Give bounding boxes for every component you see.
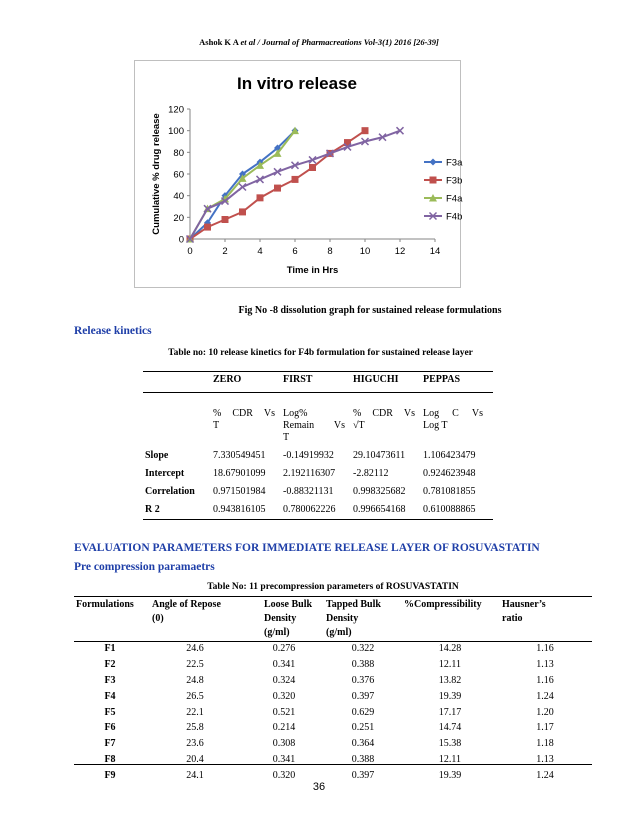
table-row: F6 25.8 0.214 0.251 14.74 1.17 — [104, 722, 554, 734]
header-authors: Ashok K A — [199, 37, 239, 47]
data-point-F3b — [309, 164, 316, 171]
data-point-F3b — [257, 194, 264, 201]
table11-header: Formulations — [76, 599, 134, 610]
x-tick-label: 10 — [359, 246, 371, 257]
table-row: R 2 0.943816105 0.780062226 0.996654168 0.610088865 — [145, 503, 476, 515]
table-row: F4 26.5 0.320 0.397 19.39 1.24 — [104, 690, 554, 702]
table10-subheader: % CDR Vs T — [213, 408, 275, 431]
x-tick-label: 8 — [327, 246, 333, 257]
data-point-F3b — [274, 185, 281, 192]
data-point-F3b — [362, 127, 369, 134]
table-row: F2 22.5 0.341 0.388 12.11 1.13 — [104, 659, 554, 671]
data-point-F3b — [222, 216, 229, 223]
table11 — [74, 597, 592, 783]
table10-bottom-rule — [143, 519, 493, 520]
x-tick-label: 14 — [429, 246, 441, 257]
y-tick-label: 60 — [173, 169, 184, 181]
table10 — [143, 371, 493, 518]
section-precompression: Pre compression paramaetrs — [74, 561, 215, 573]
data-point-F3b — [204, 224, 211, 231]
x-axis-label: Time in Hrs — [286, 265, 339, 276]
table11-header: Angle of Repose (0) — [152, 599, 221, 624]
table10-header: FIRST — [283, 374, 313, 385]
y-tick-label: 80 — [173, 147, 184, 159]
figure-caption: Fig No -8 dissolution graph for sustained release formulations — [238, 305, 502, 316]
table11-caption: Table No: 11 precompression parameters of ROSUVASTATIN — [207, 582, 459, 592]
table10-header: PEPPAS — [423, 374, 461, 385]
data-point-F3b — [239, 208, 246, 215]
table11-header: %Compressibility — [404, 599, 482, 610]
table-row: F7 23.6 0.308 0.364 15.38 1.18 — [104, 738, 554, 750]
table10-subheader: % CDR Vs √T — [353, 408, 415, 431]
table-row: F3 24.8 0.324 0.376 13.82 1.16 — [104, 674, 554, 686]
table10-header: ZERO — [213, 374, 242, 385]
legend-label-F4b: F4b — [446, 211, 463, 223]
x-tick-label: 2 — [222, 246, 228, 257]
y-tick-label: 40 — [173, 191, 184, 203]
table10-subheader: Log C Vs Log T — [423, 408, 483, 431]
section-evaluation-parameters: EVALUATION PARAMETERS FOR IMMEDIATE RELEASE LAYER OF ROSUVASTATIN — [74, 542, 540, 554]
table-row: F5 22.1 0.521 0.629 17.17 1.20 — [104, 706, 554, 718]
section-release-kinetics: Release kinetics — [74, 325, 152, 337]
data-point-F3b — [292, 176, 299, 183]
header-etal: et al — [240, 37, 256, 47]
x-tick-label: 0 — [187, 246, 193, 257]
y-tick-label: 20 — [173, 212, 184, 224]
y-tick-label: 120 — [168, 104, 184, 116]
table11-header-row — [74, 597, 592, 641]
table-row: F1 24.6 0.276 0.322 14.28 1.16 — [104, 643, 554, 655]
table10-header-row — [143, 371, 493, 394]
header-journal: / Journal of Pharmacreations Vol-3(1) 2016 [26-39] — [257, 37, 439, 47]
chart-title: In vitro release — [236, 74, 358, 93]
table10-header: HIGUCHI — [353, 374, 399, 385]
table-row: Slope 7.330549451 -0.14919932 29.10473611 1.106423479 — [145, 449, 476, 461]
y-tick-label: 100 — [168, 126, 184, 138]
table11-header: Loose Bulk Density (g/ml) — [264, 599, 313, 638]
dissolution-chart — [134, 60, 461, 288]
legend-label-F3b: F3b — [446, 175, 463, 187]
table10-subheader: Log% Remain Vs T — [283, 408, 345, 443]
y-axis-label: Cumulative % drug release — [151, 113, 162, 235]
table-row: F9 24.1 0.320 0.397 19.39 1.24 — [104, 769, 554, 781]
table10-subheader-row — [143, 394, 493, 446]
legend-label-F3a: F3a — [446, 157, 463, 169]
legend-label-F4a: F4a — [446, 193, 463, 205]
x-tick-label: 4 — [257, 246, 263, 257]
chart-svg — [135, 61, 463, 287]
table11-header: Hausner’s ratio — [502, 599, 546, 624]
table-row: F8 20.4 0.341 0.388 12.11 1.13 — [104, 753, 554, 765]
table-row: Correlation 0.971501984 -0.88321131 0.998325682 0.781081855 — [145, 485, 476, 497]
table10-caption: Table no: 10 release kinetics for F4b formulation for sustained release layer — [168, 348, 473, 358]
y-tick-label: 0 — [178, 234, 184, 246]
running-header — [0, 37, 638, 47]
legend-marker-F3b — [430, 177, 437, 184]
table-row: Intercept 18.67901099 2.192116307 -2.82112 0.924623948 — [145, 467, 476, 479]
x-tick-label: 12 — [394, 246, 406, 257]
table11-header: Tapped Bulk Density (g/ml) — [326, 599, 381, 638]
page-number: 36 — [312, 781, 326, 793]
legend-marker-F3a — [430, 159, 437, 166]
x-tick-label: 6 — [292, 246, 298, 257]
